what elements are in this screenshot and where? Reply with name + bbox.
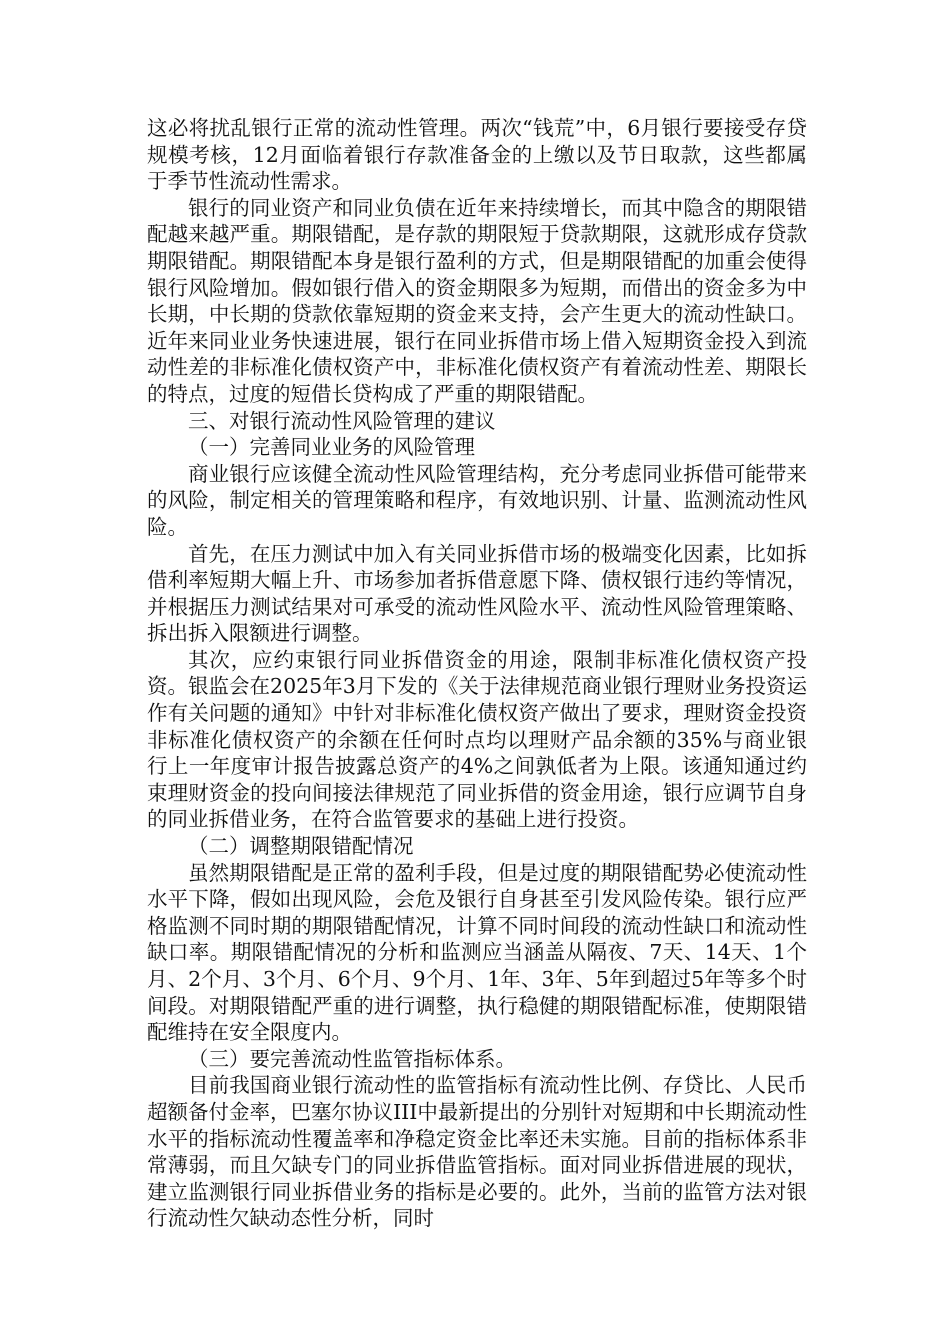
paragraph-indicators: 目前我国商业银行流动性的监管指标有流动性比例、存贷比、人民币超额备付金率，巴塞尔协议III中最新提出的分别针对短期和中长期流动性水平的指标流动性覆盖率和净稳定资金比率还未实施。目前的指标体系非常薄弱，而且欠缺专门的同业拆借监管指标。面对同业拆借进展的现状，建立监测银行同业拆借业务的指标是必要的。此外，当前的监管方法对银行流动性欠缺动态性分析，同时 — [147, 1073, 807, 1231]
subsection-heading-2: （二）调整期限错配情况 — [188, 834, 414, 859]
paragraph-maturity-mismatch: 银行的同业资产和同业负债在近年来持续增长，而其中隐含的期限错配越来越严重。期限错配，是存款的期限短于贷款期限，这就形成存贷款期限错配。期限错配本身是银行盈利的方式，但是期限错配的加重会使得银行风险增加。假如银行借入的资金期限多为短期，而借出的资金多为中长期，中长期的贷款依靠短期的资金来支持，会产生更大的流动性缺口。近年来同业业务快速进展，银行在同业拆借市场上借入短期资金投入到流动性差的非标准化债权资产中，非标准化债权资产有着流动性差、期限长的特点，过度的短借长贷构成了严重的期限错配。 — [147, 195, 807, 406]
subsection-heading-1: （一）完善同业业务的风险管理 — [188, 435, 475, 460]
paragraph-stress-test: 首先，在压力测试中加入有关同业拆借市场的极端变化因素，比如拆借利率短期大幅上升、市场参加者拆借意愿下降、债权银行违约等情况，并根据压力测试结果对可承受的流动性风险水平、流动性风险管理策略、拆出拆入限额进行调整。 — [147, 541, 807, 646]
paragraph-risk-structure: 商业银行应该健全流动性风险管理结构，充分考虑同业拆借可能带来的风险，制定相关的管理策略和程序，有效地识别、计量、监测流动性风险。 — [147, 461, 807, 539]
document-body — [147, 115, 807, 1232]
paragraph-fund-usage: 其次，应约束银行同业拆借资金的用途，限制非标准化债权资产投资。银监会在2025年3月下发的《关于法律规范商业银行理财业务投资运作有关问题的通知》中针对非标准化债权资产做出了要求，理财资金投资非标准化债权资产的余额在任何时点均以理财产品余额的35%与商业银行上一年度审计报告披露总资产的4%之间孰低者为上限。该通知通过约束理财资金的投向间接法律规范了同业拆借的资金用途，银行应调节自身的同业拆借业务，在符合监管要求的基础上进行投资。 — [147, 647, 807, 832]
section-heading: 三、对银行流动性风险管理的建议 — [188, 408, 496, 433]
paragraph-mismatch-adjust: 虽然期限错配是正常的盈利手段，但是过度的期限错配势必使流动性水平下降，假如出现风险，会危及银行自身甚至引发风险传染。银行应严格监测不同时期的期限错配情况，计算不同时间段的流动性缺口和流动性缺口率。期限错配情况的分析和监测应当涵盖从隔夜、7天、14天、1个月、2个月、3个月、6个月、9个月、1年、3年、5年到超过5年等多个时间段。对期限错配严重的进行调整，执行稳健的期限错配标准，使期限错配维持在安全限度内。 — [147, 860, 807, 1045]
paragraph-continuation: 这必将扰乱银行正常的流动性管理。两次“钱荒”中，6月银行要接受存贷规模考核，12月面临着银行存款准备金的上缴以及节日取款，这些都属于季节性流动性需求。 — [147, 116, 807, 194]
subsection-heading-3: （三）要完善流动性监管指标体系。 — [188, 1046, 516, 1071]
